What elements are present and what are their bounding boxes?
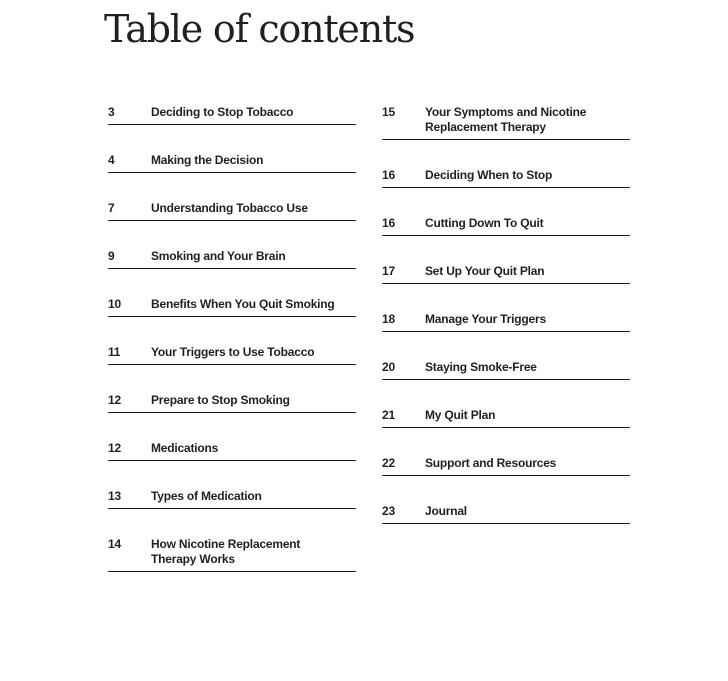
toc-page-number: 17 xyxy=(382,264,395,278)
toc-entry[interactable] xyxy=(108,342,356,365)
toc-entry[interactable] xyxy=(382,453,630,476)
toc-entry[interactable] xyxy=(382,102,630,140)
toc-entry-label: Making the Decision xyxy=(151,153,264,167)
toc-page-number: 16 xyxy=(382,216,395,230)
toc-page-number: 11 xyxy=(108,345,121,359)
page-title: Table of contents xyxy=(104,7,415,51)
toc-entry[interactable] xyxy=(108,534,356,572)
toc-entry-label: Journal xyxy=(425,504,467,518)
toc-entry[interactable] xyxy=(382,213,630,236)
toc-entry-label: Staying Smoke-Free xyxy=(425,360,537,374)
toc-entry-label: How Nicotine Replacement Therapy Works xyxy=(151,537,301,566)
toc-entry[interactable] xyxy=(382,165,630,188)
toc-entry[interactable] xyxy=(108,198,356,221)
toc-entry-label: Medications xyxy=(151,441,219,455)
toc-entry-label: Understanding Tobacco Use xyxy=(151,201,308,215)
toc-left-column xyxy=(108,102,356,597)
toc-entry[interactable] xyxy=(382,309,630,332)
toc-entry[interactable] xyxy=(108,246,356,269)
toc-entry[interactable] xyxy=(382,261,630,284)
toc-page-number: 18 xyxy=(382,312,395,326)
toc-entry[interactable] xyxy=(108,102,356,125)
toc-entry[interactable] xyxy=(382,501,630,524)
toc-entry-label: Your Triggers to Use Tobacco xyxy=(151,345,315,359)
toc-right-column xyxy=(382,102,630,549)
toc-page-number: 3 xyxy=(108,105,115,119)
toc-page-number: 23 xyxy=(382,504,395,518)
toc-entry-label: Deciding When to Stop xyxy=(425,168,553,182)
toc-page-number: 15 xyxy=(382,105,395,119)
toc-entry-label: Manage Your Triggers xyxy=(425,312,546,326)
toc-page-number: 12 xyxy=(108,393,121,407)
toc-page-number: 12 xyxy=(108,441,121,455)
toc-entry-label: Cutting Down To Quit xyxy=(425,216,544,230)
toc-page-number: 9 xyxy=(108,249,115,263)
toc-entry-label: Your Symptoms and Nicotine Replacement Therapy xyxy=(425,105,587,134)
toc-entry[interactable] xyxy=(108,486,356,509)
toc-page-number: 20 xyxy=(382,360,395,374)
toc-entry-label: Prepare to Stop Smoking xyxy=(151,393,290,407)
toc-page-number: 21 xyxy=(382,408,395,422)
toc-entry[interactable] xyxy=(382,405,630,428)
toc-entry[interactable] xyxy=(108,294,356,317)
toc-entry-label: Support and Resources xyxy=(425,456,557,470)
toc-page-number: 7 xyxy=(108,201,115,215)
toc-entry[interactable] xyxy=(108,390,356,413)
toc-entry-label: My Quit Plan xyxy=(425,408,496,422)
toc-entry[interactable] xyxy=(108,150,356,173)
toc-page-number: 4 xyxy=(108,153,115,167)
toc-entry[interactable] xyxy=(108,438,356,461)
toc-page-number: 13 xyxy=(108,489,121,503)
toc-entry-label: Set Up Your Quit Plan xyxy=(425,264,545,278)
toc-entry-label: Benefits When You Quit Smoking xyxy=(151,297,335,311)
toc-entry-label: Types of Medication xyxy=(151,489,262,503)
toc-page-number: 16 xyxy=(382,168,395,182)
toc-entry-label: Deciding to Stop Tobacco xyxy=(151,105,294,119)
toc-entry-label: Smoking and Your Brain xyxy=(151,249,286,263)
toc-page-number: 14 xyxy=(108,537,121,551)
toc-entry[interactable] xyxy=(382,357,630,380)
toc-page-number: 22 xyxy=(382,456,395,470)
toc-page-number: 10 xyxy=(108,297,121,311)
